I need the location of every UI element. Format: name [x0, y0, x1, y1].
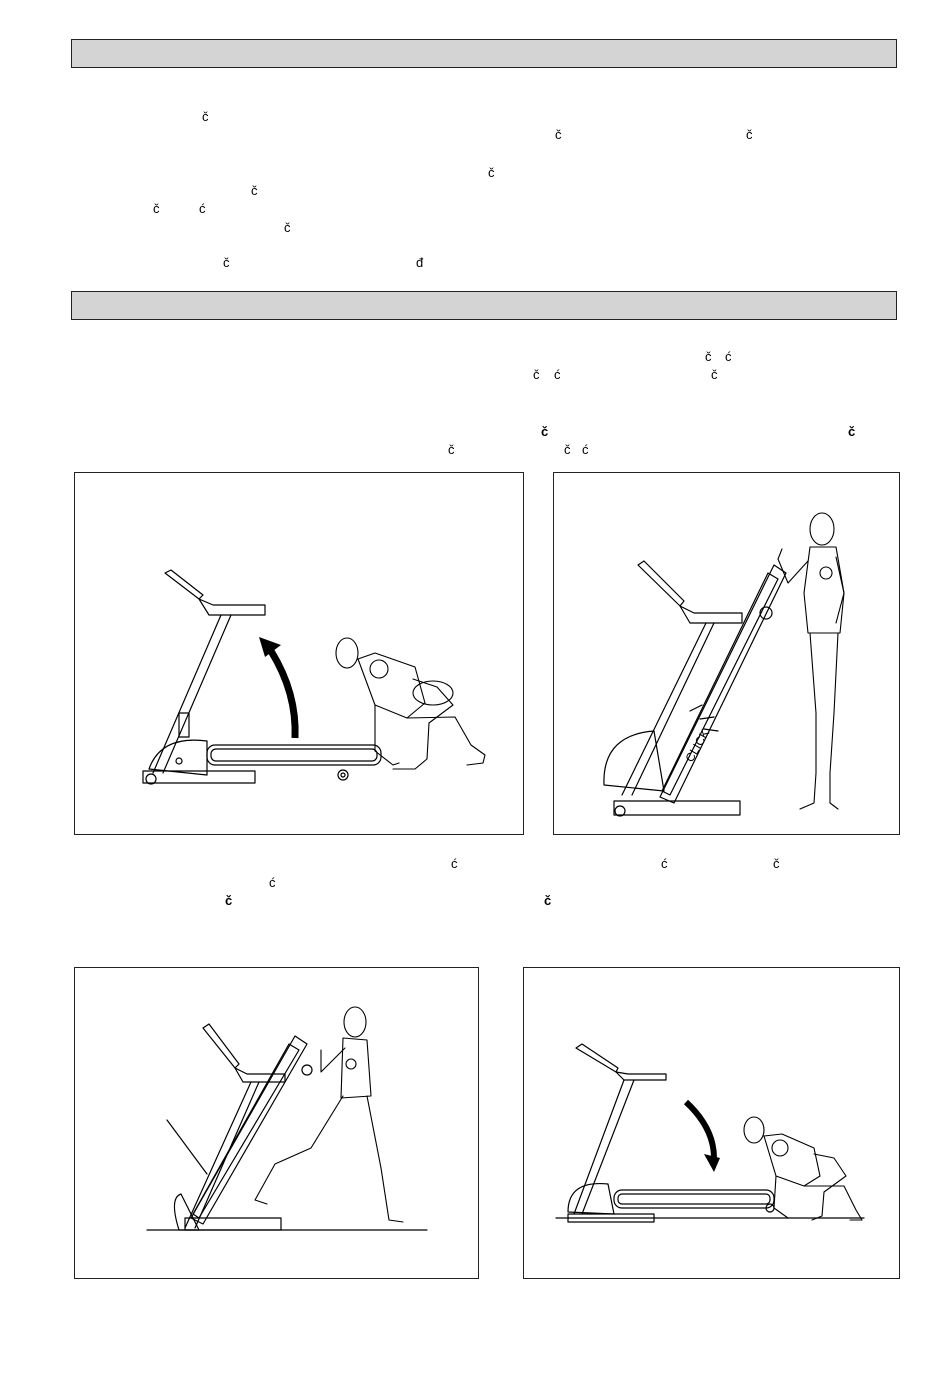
up-arrow	[271, 651, 295, 738]
figure-4-lower-deck	[523, 967, 900, 1279]
down-arrow	[686, 1102, 714, 1158]
handlebar	[199, 599, 265, 615]
text-glyph: č	[705, 349, 712, 364]
text-glyph: č	[541, 424, 549, 439]
pushing-person	[255, 1007, 403, 1222]
text-glyph: ć	[199, 201, 206, 216]
upright-post	[574, 1080, 624, 1214]
console-panel	[203, 1024, 239, 1068]
figure-3-illustration	[75, 968, 480, 1280]
figure-2-illustration	[554, 473, 901, 836]
text-glyph: č	[555, 127, 562, 142]
handlebar	[680, 606, 742, 623]
base-frame	[143, 771, 255, 783]
section-header-bar-1	[71, 39, 897, 68]
running-deck	[207, 745, 381, 765]
figure-1-illustration	[75, 473, 525, 836]
text-glyph: č	[251, 183, 258, 198]
text-glyph: ć	[582, 442, 589, 457]
console-panel	[165, 570, 203, 599]
rear-wheel	[338, 770, 348, 780]
figure-1-lift-deck	[74, 472, 524, 835]
text-glyph: č	[448, 442, 455, 457]
figure-3-release-latch	[74, 967, 479, 1279]
text-glyph: ć	[554, 367, 561, 382]
text-glyph: č	[564, 442, 571, 457]
text-glyph: č	[773, 856, 780, 871]
motor-hood	[604, 731, 664, 791]
figure-4-illustration	[524, 968, 901, 1280]
console-panel	[638, 561, 684, 606]
standing-person	[778, 513, 844, 809]
figure-2-fold-click	[553, 472, 900, 835]
upright-post	[185, 1082, 251, 1228]
text-glyph: č	[488, 165, 495, 180]
text-glyph: č	[848, 424, 856, 439]
text-glyph: č	[544, 893, 552, 908]
text-glyph: č	[533, 367, 540, 382]
section-header-bar-2	[71, 291, 897, 320]
text-glyph: ć	[451, 856, 458, 871]
base-frame	[614, 801, 740, 815]
motor-hood	[568, 1184, 614, 1214]
text-glyph: ć	[269, 875, 276, 890]
running-deck	[614, 1190, 774, 1208]
text-glyph: č	[223, 255, 230, 270]
text-glyph: č	[746, 127, 753, 142]
text-glyph: č	[153, 201, 160, 216]
pointer-line	[167, 1120, 207, 1174]
click-label: CLICK	[682, 726, 713, 765]
text-glyph: č	[711, 367, 718, 382]
console-panel	[576, 1044, 618, 1072]
text-glyph: č	[225, 893, 233, 908]
text-glyph: đ	[416, 255, 424, 270]
text-glyph: ć	[725, 349, 732, 364]
handlebar	[235, 1068, 285, 1082]
handlebar	[616, 1072, 666, 1080]
base-frame	[185, 1218, 281, 1230]
text-glyph: č	[202, 109, 209, 124]
folded-deck	[191, 1036, 307, 1224]
text-glyph: č	[284, 220, 291, 235]
text-glyph: ć	[661, 856, 668, 871]
